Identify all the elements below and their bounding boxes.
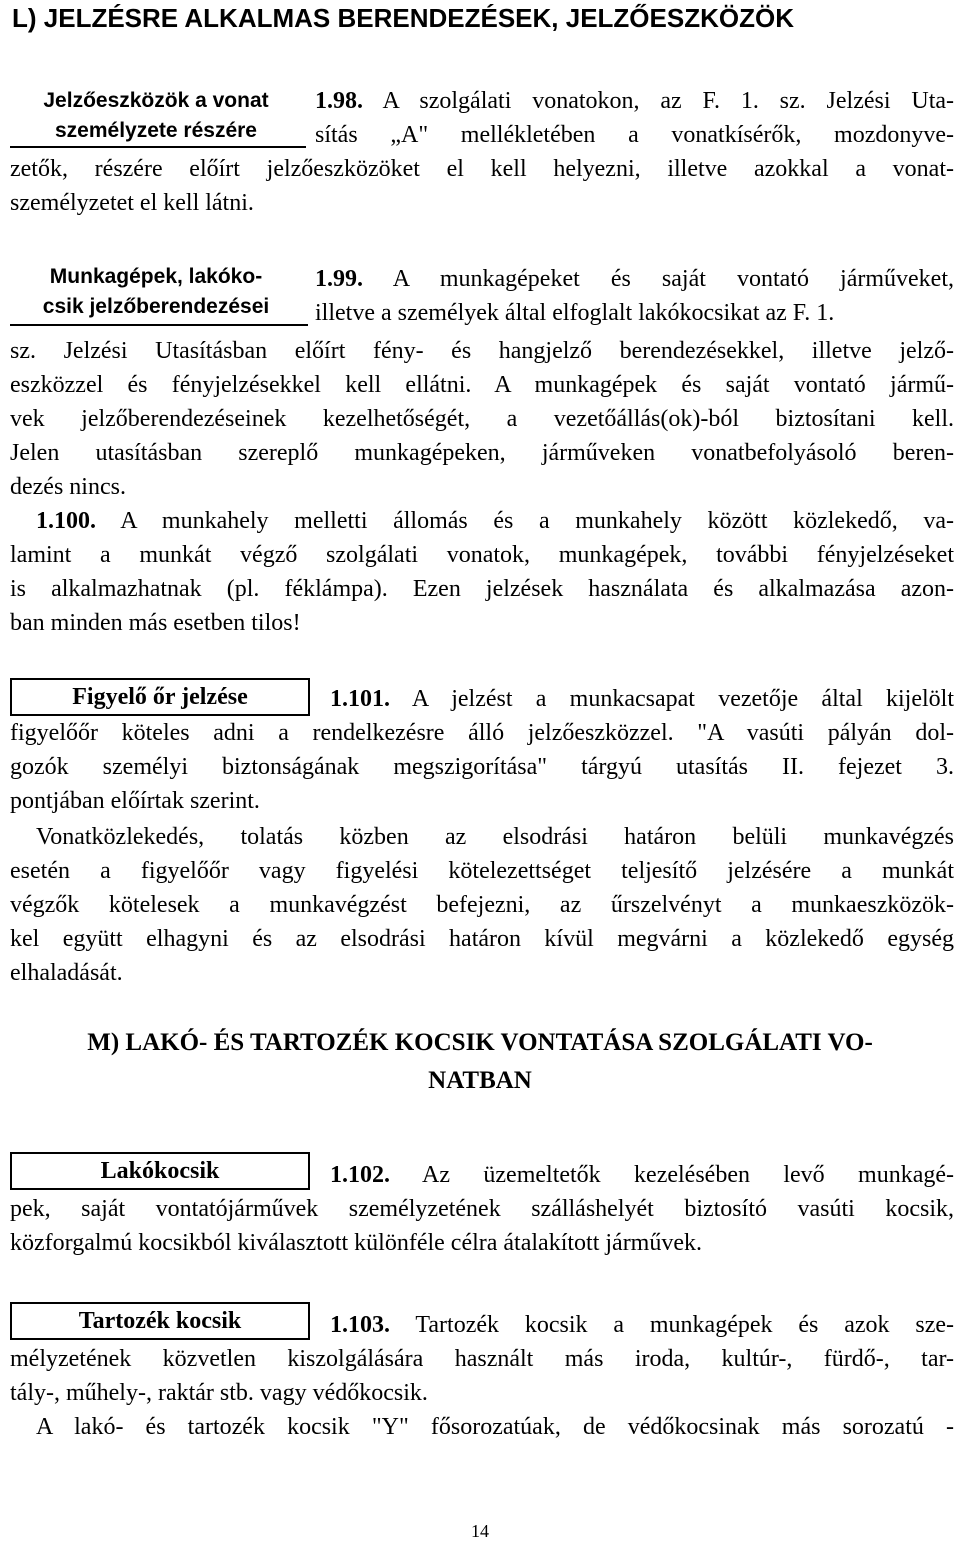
line-text: A jelzést a munkacsapat vezetője által kijelölt <box>390 686 954 712</box>
paragraph-line: Jelen utasításban szereplő munkagépeken, járműveken vonatbefolyásoló beren- <box>10 440 954 466</box>
paragraph-line <box>330 1308 954 1342</box>
paragraph-line: dezés nincs. <box>10 474 126 500</box>
paragraph-line: sz. Jelzési Utasításban előírt fény- és hangjelző berendezésekkel, illetve jelző- <box>10 338 954 364</box>
section-title-l: L) JELZÉSRE ALKALMAS BERENDEZÉSEK, JELZŐESZKÖZÖK <box>12 3 794 33</box>
paragraph-line: mélyzetének közvetlen kiszolgálására használt más iroda, kultúr-, fürdő-, tar- <box>10 1346 954 1372</box>
side-label-munkagepek <box>10 262 302 322</box>
line-text: A munkagépeket és saját vontató járműveket, <box>363 266 954 292</box>
line-text: A munkahely melletti állomás és a munkahely között közlekedő, va- <box>96 508 954 534</box>
paragraph-line: eszközzel és fényjelzésekkel kell ellátni. A munkagépek és saját vontató jármű- <box>10 372 954 398</box>
section-title-line: M) LAKÓ- ÉS TARTOZÉK KOCSIK VONTATÁSA SZOLGÁLATI VO- <box>87 1029 873 1056</box>
paragraph-line <box>330 1158 954 1192</box>
paragraph-line: tály-, műhely-, raktár stb. vagy védőkocsik. <box>10 1380 428 1406</box>
paragraph-line <box>315 262 954 296</box>
paragraph-line: elhaladását. <box>10 960 123 986</box>
paragraph-line: figyelőőr köteles adni a rendelkezésre álló jelzőeszközzel. "A vasúti pályán dol- <box>10 720 954 746</box>
paragraph-line <box>330 682 954 716</box>
side-box-tartozek-kocsik <box>10 1302 310 1340</box>
side-label-underline <box>10 324 308 326</box>
side-box-label: Tartozék kocsik <box>78 1308 242 1334</box>
line-text: Tartozék kocsik a munkagépek és azok sze- <box>390 1312 954 1338</box>
paragraph-line: közforgalmú kocsikból kiválasztott különféle célra átalakított járművek. <box>10 1230 703 1256</box>
paragraph-number: 1.101. <box>330 686 390 712</box>
side-box-lakokocsik <box>10 1152 310 1190</box>
side-label-line: személyzete részére <box>55 119 257 142</box>
side-label-line: csik jelzőberendezései <box>42 295 270 318</box>
paragraph-line: személyzetet el kell látni. <box>10 190 254 216</box>
paragraph-line: kel együtt elhagyni és az elsodrási határon kívül megvárni a közlekedő egység <box>10 926 954 952</box>
paragraph-line: sítás „A" mellékletében a vonatkísérők, mozdonyve- <box>315 122 954 148</box>
paragraph-line: esetén a figyelőőr vagy figyelési kötelezettséget teljesítő jelzésére a munkát <box>10 858 954 884</box>
paragraph-number: 1.103. <box>330 1312 390 1338</box>
side-label-underline <box>10 146 306 148</box>
paragraph-line: illetve a személyek által elfoglalt lakókocsikat az F. 1. <box>315 300 835 326</box>
paragraph-line: pek, saját vontatójárművek személyzetének szálláshelyét biztosító vasúti kocsik, <box>10 1196 954 1222</box>
paragraph-number: 1.99. <box>315 266 363 292</box>
paragraph-line: gozók személyi biztonságának megszigorítása" tárgyú utasítás II. fejezet 3. <box>10 754 954 780</box>
paragraph-line: ban minden más esetben tilos! <box>10 610 301 636</box>
side-box-label: Lakókocsik <box>100 1158 220 1184</box>
paragraph-number: 1.102. <box>330 1162 390 1188</box>
paragraph-number: 1.100. <box>36 508 96 534</box>
side-label-line: Munkagépek, lakóko- <box>49 265 263 288</box>
side-box-label: Figyelő őr jelzése <box>72 684 248 710</box>
paragraph-line: Vonatközlekedés, tolatás közben az elsodrási határon belüli munkavégzés <box>36 824 954 850</box>
line-text: Az üzemeltetők kezelésében levő munkagé- <box>390 1162 954 1188</box>
paragraph-line: végzők kötelesek a munkavégzést befejezni, az űrszelvényt a munkaeszközök- <box>10 892 954 918</box>
paragraph-number: 1.98. <box>315 88 363 114</box>
paragraph-line: zetők, részére előírt jelzőeszközöket el kell helyezni, illetve azokkal a vonat- <box>10 156 954 182</box>
side-label-line: Jelzőeszközök a vonat <box>43 89 269 112</box>
paragraph-line: is alkalmazhatnak (pl. féklámpa). Ezen jelzések használata és alkalmazása azon- <box>10 576 954 602</box>
section-title-m <box>0 1024 960 1100</box>
paragraph-line: A lakó- és tartozék kocsik "Y" fősorozatúak, de védőkocsinak más sorozatú - <box>36 1414 954 1440</box>
side-label-jelzoeszkozok <box>10 86 302 146</box>
paragraph-line <box>315 84 954 118</box>
paragraph-line: vek jelzőberendezéseinek kezelhetőségét, a vezetőállás(ok)-ból biztosítani kell. <box>10 406 954 432</box>
paragraph-line <box>36 504 954 538</box>
paragraph-line: lamint a munkát végző szolgálati vonatok, munkagépek, további fényjelzéseket <box>10 542 954 568</box>
line-text: A szolgálati vonatokon, az F. 1. sz. Jelzési Uta- <box>363 88 954 114</box>
section-title-line: NATBAN <box>428 1067 532 1094</box>
side-box-figyelo-or <box>10 678 310 716</box>
paragraph-line: pontjában előírtak szerint. <box>10 788 260 814</box>
page-number: 14 <box>471 1521 489 1541</box>
